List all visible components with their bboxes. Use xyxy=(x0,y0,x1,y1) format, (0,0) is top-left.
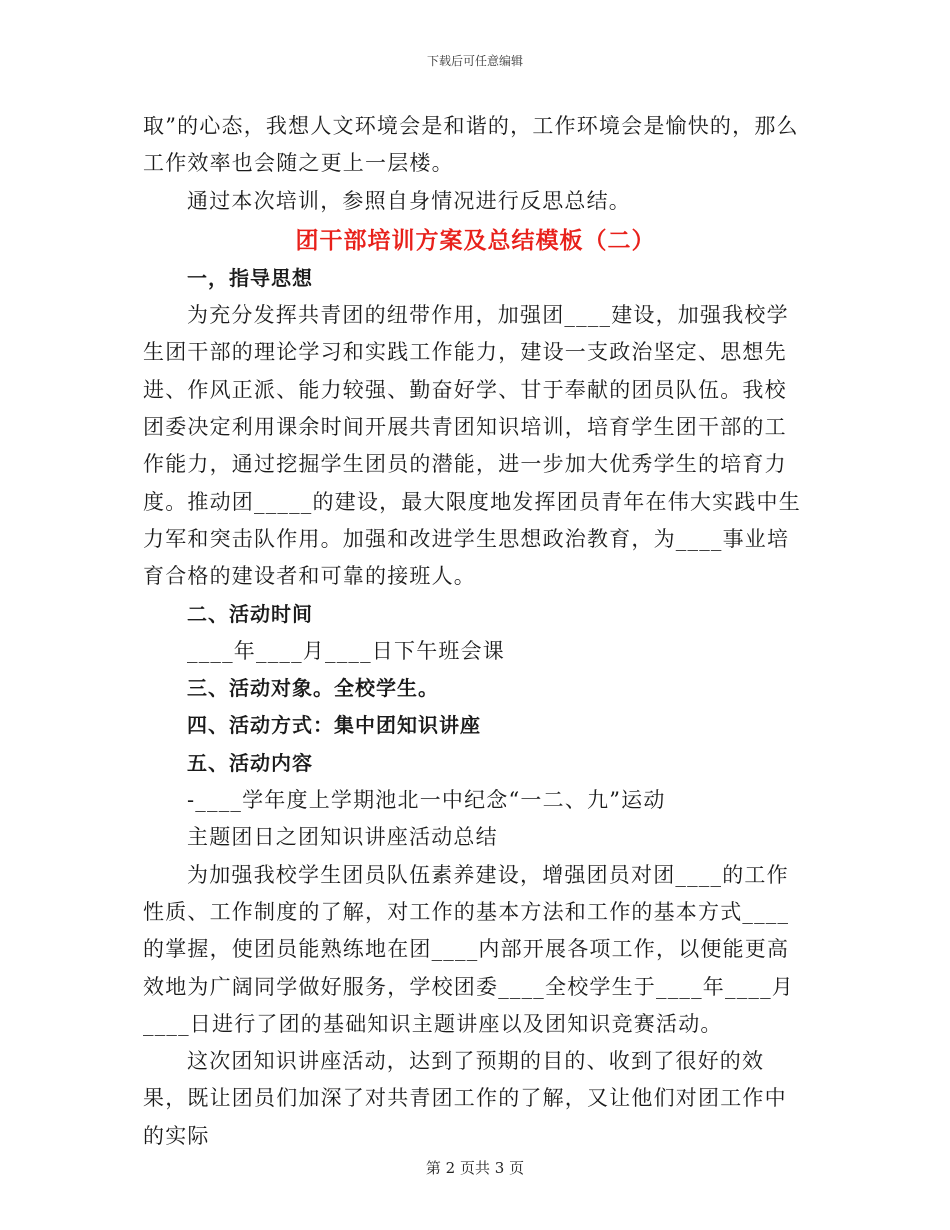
activity-content-line-2: 主题团日之团知识讲座活动总结 xyxy=(187,825,498,850)
page-header: 下载后可任意编辑 xyxy=(426,54,523,68)
activity-content-body-2: 这次团知识讲座活动，达到了预期的目的、收到了很好的效果，既让团员们加深了对共青团工作的了解，又让他们对团工作中的实际 xyxy=(143,1049,787,1148)
section-body-activity-time: ____年____月____日下午班会课 xyxy=(187,638,505,663)
intro-paragraph: 取”的心态，我想人文环境会是和谐的，工作环境会是愉快的，那么工作效率也会随之更上一层楼。 xyxy=(143,114,799,176)
activity-content-line-1: -____学年度上学期池北一中纪念“一二、九”运动 xyxy=(187,788,666,813)
section-heading-activity-method: 四、活动方式：集中团知识讲座 xyxy=(187,713,481,738)
section-heading-guiding-thought: 一，指导思想 xyxy=(187,265,313,290)
section-heading-activity-target: 三、活动对象。全校学生。 xyxy=(187,676,439,701)
page-footer: 第 2 页共 3 页 xyxy=(425,1159,525,1177)
section-heading-activity-content: 五、活动内容 xyxy=(187,750,313,775)
section-heading-activity-time: 二、活动时间 xyxy=(187,601,313,626)
document-title: 团干部培训方案及总结模板（二） xyxy=(295,227,656,254)
document-body xyxy=(143,108,808,1155)
section-body-guiding-thought: 为充分发挥共青团的纽带作用，加强团____建设，加强我校学生团干部的理论学习和实践工作能力，建设一支政治坚定、思想先进、作风正派、能力较强、勤奋好学、甘于奉献的团员队伍。我校团委决定利用课余时间开展共青团知识培训，培育学生团干部的工作能力，通过挖掘学生团员的潜能，进一步加大优秀学生的培育力度。推动团_____的建设，最大限度地发挥团员青年在伟大实践中生力军和突击队作用。加强和改进学生思想政治教育，为____事业培育合格的建设者和可靠的接班人。 xyxy=(143,303,801,589)
intro-paragraph-2: 通过本次培训，参照自身情况进行反思总结。 xyxy=(187,188,631,213)
activity-content-body-1: 为加强我校学生团员队伍素养建设，增强团员对团____的工作性质、工作制度的了解，对工作的基本方法和工作的基本方式____的掌握，使团员能熟练地在团____内部开展各项工作，以便能更高效地为广阔同学做好服务，学校团委____全校学生于____年____月____日进行了团的基础知识主题讲座以及团知识竞赛活动。 xyxy=(143,862,794,1036)
